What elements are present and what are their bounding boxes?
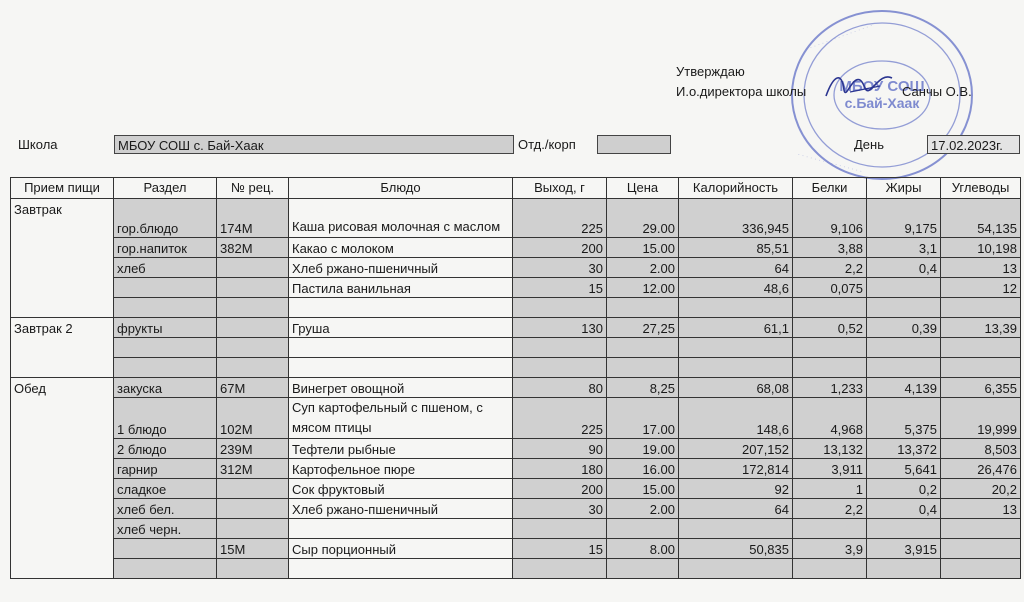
cell-recipe: 382М: [217, 238, 289, 258]
cell-carbs: [941, 358, 1021, 378]
cell-dish: [289, 358, 513, 378]
cell-protein: 3,911: [793, 459, 867, 479]
cell-fat: 4,139: [867, 378, 941, 398]
menu-table: [10, 177, 1021, 579]
col-price: Цена: [607, 178, 679, 199]
cell-section: сладкое: [114, 479, 217, 499]
col-output: Выход, г: [513, 178, 607, 199]
cell-protein: 0,075: [793, 278, 867, 298]
cell-section: гарнир: [114, 459, 217, 479]
col-dish: Блюдо: [289, 178, 513, 199]
cell-calories: 68,08: [679, 378, 793, 398]
cell-recipe: [217, 559, 289, 579]
date-field: 17.02.2023г.: [927, 135, 1020, 154]
cell-output: 15: [513, 278, 607, 298]
cell-dish: [289, 398, 513, 439]
table-row: [11, 318, 1021, 338]
cell-fat: 5,375: [867, 398, 941, 439]
cell-price: 29.00: [607, 199, 679, 238]
cell-meal: Завтрак 2: [11, 318, 114, 378]
table-row: [11, 278, 1021, 298]
cell-output: 225: [513, 398, 607, 439]
cell-section: хлеб черн.: [114, 519, 217, 539]
cell-section: закуска: [114, 378, 217, 398]
cell-dish: Винегрет овощной: [289, 378, 513, 398]
approve-label: Утверждаю: [676, 64, 745, 79]
table-row: [11, 358, 1021, 378]
cell-protein: [793, 338, 867, 358]
stamp-text: МБОУ СОШ: [839, 78, 925, 95]
cell-dish: [289, 338, 513, 358]
cell-dish: Сок фруктовый: [289, 479, 513, 499]
cell-recipe: [217, 318, 289, 338]
cell-recipe: [217, 479, 289, 499]
cell-section: фрукты: [114, 318, 217, 338]
cell-carbs: 13: [941, 499, 1021, 519]
cell-section: [114, 559, 217, 579]
cell-price: 16.00: [607, 459, 679, 479]
cell-calories: [679, 338, 793, 358]
table-row: [11, 378, 1021, 398]
col-meal: Прием пищи: [11, 178, 114, 199]
cell-carbs: [941, 559, 1021, 579]
cell-dish: Сыр порционный: [289, 539, 513, 559]
cell-calories: [679, 298, 793, 318]
cell-fat: 3,1: [867, 238, 941, 258]
cell-section: гор.блюдо: [114, 199, 217, 238]
table-row: [11, 459, 1021, 479]
cell-section: 2 блюдо: [114, 439, 217, 459]
table-row: [11, 479, 1021, 499]
cell-protein: 0,52: [793, 318, 867, 338]
table-row: [11, 238, 1021, 258]
cell-recipe: 15М: [217, 539, 289, 559]
cell-dish: Тефтели рыбные: [289, 439, 513, 459]
cell-dish: Какао с молоком: [289, 238, 513, 258]
table-row: [11, 439, 1021, 459]
cell-dish: Пастила ванильная: [289, 278, 513, 298]
dept-label: Отд./корп: [518, 137, 576, 152]
table-row: [11, 398, 1021, 439]
col-recipe: № рец.: [217, 178, 289, 199]
svg-text:с.Бай-Хаак: с.Бай-Хаак: [844, 95, 920, 111]
cell-carbs: 8,503: [941, 439, 1021, 459]
cell-output: [513, 559, 607, 579]
cell-carbs: 12: [941, 278, 1021, 298]
cell-protein: [793, 358, 867, 378]
cell-meal: Обед: [11, 378, 114, 579]
table-header-row: [11, 178, 1021, 199]
cell-section: гор.напиток: [114, 238, 217, 258]
cell-output: 225: [513, 199, 607, 238]
cell-fat: 0,4: [867, 258, 941, 278]
cell-protein: 1: [793, 479, 867, 499]
cell-section: хлеб: [114, 258, 217, 278]
cell-recipe: [217, 519, 289, 539]
cell-recipe: 102М: [217, 398, 289, 439]
cell-protein: 4,968: [793, 398, 867, 439]
cell-price: 2.00: [607, 499, 679, 519]
cell-price: [607, 559, 679, 579]
cell-protein: 3,88: [793, 238, 867, 258]
cell-output: 30: [513, 258, 607, 278]
cell-section: [114, 358, 217, 378]
cell-meal: Завтрак: [11, 199, 114, 318]
cell-calories: 48,6: [679, 278, 793, 298]
cell-output: 80: [513, 378, 607, 398]
cell-output: 15: [513, 539, 607, 559]
cell-protein: 13,132: [793, 439, 867, 459]
cell-output: 30: [513, 499, 607, 519]
cell-recipe: [217, 298, 289, 318]
cell-price: 2.00: [607, 258, 679, 278]
cell-fat: [867, 559, 941, 579]
cell-fat: 5,641: [867, 459, 941, 479]
cell-dish: [289, 559, 513, 579]
cell-calories: 50,835: [679, 539, 793, 559]
table-row: [11, 499, 1021, 519]
cell-section: 1 блюдо: [114, 398, 217, 439]
dept-field: [597, 135, 671, 154]
signature: [820, 66, 900, 106]
cell-price: 15.00: [607, 479, 679, 499]
cell-price: [607, 298, 679, 318]
approver-position: И.о.директора школы: [676, 84, 807, 99]
cell-calories: 207,152: [679, 439, 793, 459]
cell-carbs: [941, 539, 1021, 559]
svg-text:· · · · · · · · · · · · · · ·: · · · · · · · · · · · · · · · ·: [796, 151, 863, 176]
cell-output: [513, 519, 607, 539]
cell-price: 8.00: [607, 539, 679, 559]
col-carbs: Углеводы: [941, 178, 1021, 199]
school-label: Школа: [18, 137, 58, 152]
cell-carbs: 10,198: [941, 238, 1021, 258]
cell-output: 180: [513, 459, 607, 479]
cell-recipe: [217, 338, 289, 358]
table-row: [11, 199, 1021, 238]
cell-section: [114, 539, 217, 559]
cell-price: 8,25: [607, 378, 679, 398]
cell-price: 15.00: [607, 238, 679, 258]
cell-protein: 1,233: [793, 378, 867, 398]
cell-calories: 92: [679, 479, 793, 499]
cell-protein: [793, 519, 867, 539]
cell-fat: 0,4: [867, 499, 941, 519]
cell-fat: [867, 298, 941, 318]
cell-output: [513, 358, 607, 378]
cell-carbs: 6,355: [941, 378, 1021, 398]
cell-output: 130: [513, 318, 607, 338]
col-protein: Белки: [793, 178, 867, 199]
cell-protein: 9,106: [793, 199, 867, 238]
dish-text: Каша рисовая молочная с маслом: [292, 219, 501, 234]
cell-dish: Картофельное пюре: [289, 459, 513, 479]
cell-carbs: 13,39: [941, 318, 1021, 338]
cell-price: [607, 519, 679, 539]
cell-recipe: [217, 278, 289, 298]
cell-price: 17.00: [607, 398, 679, 439]
cell-fat: 3,915: [867, 539, 941, 559]
cell-recipe: [217, 258, 289, 278]
svg-text:· · · · · · · · · · · · · · ·: · · · · · · · · · · · · · · · · ·: [804, 22, 874, 54]
cell-section: [114, 298, 217, 318]
cell-dish: Хлеб ржано-пшеничный: [289, 258, 513, 278]
table-row: [11, 298, 1021, 318]
cell-calories: 336,945: [679, 199, 793, 238]
cell-output: 90: [513, 439, 607, 459]
col-fat: Жиры: [867, 178, 941, 199]
cell-dish: [289, 519, 513, 539]
table-row: [11, 539, 1021, 559]
cell-fat: [867, 338, 941, 358]
cell-calories: [679, 358, 793, 378]
col-section: Раздел: [114, 178, 217, 199]
cell-calories: 64: [679, 258, 793, 278]
cell-carbs: [941, 519, 1021, 539]
cell-recipe: 312М: [217, 459, 289, 479]
dish-text: Суп картофельный с пшеном, с мясом птицы: [292, 400, 483, 435]
cell-output: 200: [513, 238, 607, 258]
cell-carbs: [941, 298, 1021, 318]
cell-calories: 85,51: [679, 238, 793, 258]
cell-fat: [867, 519, 941, 539]
cell-dish: [289, 199, 513, 238]
cell-carbs: [941, 338, 1021, 358]
cell-calories: 64: [679, 499, 793, 519]
cell-dish: [289, 298, 513, 318]
cell-section: хлеб бел.: [114, 499, 217, 519]
cell-recipe: [217, 499, 289, 519]
day-label: День: [854, 137, 884, 152]
cell-calories: 148,6: [679, 398, 793, 439]
cell-recipe: 174М: [217, 199, 289, 238]
table-row: [11, 559, 1021, 579]
cell-protein: [793, 298, 867, 318]
cell-carbs: 54,135: [941, 199, 1021, 238]
cell-fat: 9,175: [867, 199, 941, 238]
cell-calories: 61,1: [679, 318, 793, 338]
cell-carbs: 20,2: [941, 479, 1021, 499]
cell-output: 200: [513, 479, 607, 499]
cell-calories: [679, 519, 793, 539]
cell-recipe: 239М: [217, 439, 289, 459]
cell-protein: 2,2: [793, 499, 867, 519]
cell-recipe: 67М: [217, 378, 289, 398]
table-row: [11, 338, 1021, 358]
table-row: [11, 519, 1021, 539]
cell-section: [114, 338, 217, 358]
cell-section: [114, 278, 217, 298]
cell-fat: [867, 358, 941, 378]
cell-protein: 2,2: [793, 258, 867, 278]
cell-calories: 172,814: [679, 459, 793, 479]
cell-carbs: 26,476: [941, 459, 1021, 479]
cell-recipe: [217, 358, 289, 378]
cell-price: 12.00: [607, 278, 679, 298]
cell-protein: 3,9: [793, 539, 867, 559]
cell-fat: 13,372: [867, 439, 941, 459]
col-calories: Калорийность: [679, 178, 793, 199]
cell-dish: Груша: [289, 318, 513, 338]
school-field: МБОУ СОШ с. Бай-Хаак: [114, 135, 514, 154]
cell-price: 27,25: [607, 318, 679, 338]
approver-name: Санчы О.В.: [902, 84, 972, 99]
cell-price: [607, 338, 679, 358]
cell-fat: 0,2: [867, 479, 941, 499]
cell-protein: [793, 559, 867, 579]
cell-output: [513, 298, 607, 318]
cell-carbs: 13: [941, 258, 1021, 278]
cell-dish: Хлеб ржано-пшеничный: [289, 499, 513, 519]
cell-carbs: 19,999: [941, 398, 1021, 439]
cell-output: [513, 338, 607, 358]
cell-fat: 0,39: [867, 318, 941, 338]
cell-calories: [679, 559, 793, 579]
cell-price: 19.00: [607, 439, 679, 459]
cell-fat: [867, 278, 941, 298]
cell-price: [607, 358, 679, 378]
table-row: [11, 258, 1021, 278]
